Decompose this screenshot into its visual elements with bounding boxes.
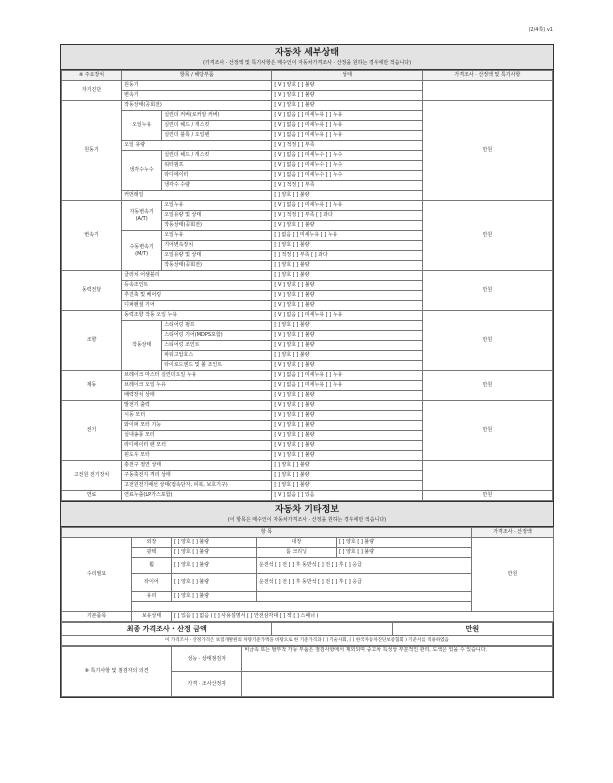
part-state[interactable]: [ V ] 적정 [ ] 부족	[272, 181, 422, 191]
room-cleaning-state[interactable]: [ ] 양호 [ ] 불량	[337, 548, 472, 558]
basic-items-sub: 보유상태	[132, 612, 172, 622]
part-name: 냉각수 수량	[162, 181, 272, 191]
part-name: 발전기 출력	[122, 401, 272, 411]
part-name: 스티어링 조인트	[162, 341, 272, 351]
other-head-item: 항 목	[62, 528, 472, 538]
device-category: 원동기	[62, 101, 122, 201]
detail-section-header	[61, 45, 553, 70]
part-name: 추진축 및 베어링	[122, 291, 272, 301]
part-state[interactable]: [ V ] 양호 [ ] 불량	[272, 301, 422, 311]
part-name: 실린더 헤드 / 개스킷	[162, 121, 272, 131]
tire-state[interactable]: [ ] 양호 [ ] 불량	[172, 574, 257, 592]
opinion-label: ⑧ 특기사항 및 점검자의 의견	[62, 647, 172, 697]
tire-label: 타이어	[132, 574, 172, 592]
part-name: 디퍼렌셜 기어	[122, 301, 272, 311]
other-table	[61, 527, 554, 622]
final-table	[61, 622, 553, 646]
final-note: 이 가격조사 · 산정가격은 보험개발원의 차량기준가액을 바탕으로 한 기준가격과 [ ] 기술사회, [ ] 한국자동차진단보증협회 ) 기준서를 적용하였음	[62, 636, 553, 646]
opinion-table	[61, 646, 553, 697]
part-state[interactable]: [ V ] 양호 [ ] 불량	[272, 391, 422, 401]
wheel-state[interactable]: [ ] 양호 [ ] 불량	[172, 558, 257, 574]
part-name: 브레이크 오일 누유	[122, 381, 272, 391]
part-state[interactable]: [ ] 양호 [ ] 불량	[272, 351, 422, 361]
repair-needed-label: 수리필요	[62, 538, 132, 612]
part-name: 오일 유량	[122, 141, 272, 151]
sub-category: 수동변속기 (M/T)	[122, 231, 162, 271]
price-cell[interactable]: 만원	[422, 371, 552, 401]
detail-row	[62, 371, 553, 381]
other-title: 자동차 기타정보	[275, 505, 339, 515]
wheel-label: 휠	[132, 558, 172, 574]
spacer-row	[132, 602, 472, 612]
part-state[interactable]: [ V ] 양호 [ ] 불량	[272, 401, 422, 411]
sub-category: 자동변속기 (A/T)	[122, 201, 162, 231]
price-cell[interactable]: 만원	[422, 201, 552, 271]
part-name: 연료누출(LP가스포함)	[122, 491, 272, 501]
part-name: 작동상태(공회전)	[162, 221, 272, 231]
sub-category: 냉각수누수	[122, 151, 162, 191]
part-state[interactable]: [ ] 양호 [ ] 불량	[272, 271, 422, 281]
price-cell[interactable]: 만원	[422, 401, 552, 461]
detail-row	[62, 401, 553, 411]
part-state[interactable]: [ V ] 양호 [ ] 불량	[272, 101, 422, 111]
part-state[interactable]: [ ] 없음 [ ] 미세누유 [ ] 누유	[272, 231, 422, 241]
header-item: 항목 / 해당부품	[122, 71, 272, 81]
inspector-opinion[interactable]: 비금속 또는 탈부착 가능 부품은 점검사항에서 제외되며 중고차 특성상 부분적인 관리, 도색은 있을 수 있습니다.	[242, 647, 553, 672]
part-state[interactable]: [ ] 적정 [ ] 부족 [ ] 과다	[272, 251, 422, 261]
final-amount-boxes[interactable]	[272, 623, 392, 636]
part-state[interactable]: [ V ] 양호 [ ] 불량	[272, 361, 422, 371]
part-name: 고전원전기배선 상태(접속단자, 피복, 보호기구)	[122, 481, 272, 491]
room-cleaning-label: 룸 크리닝	[257, 548, 337, 558]
part-name: 파워고압호스	[162, 351, 272, 361]
part-name: 클러치 어셈블리	[122, 271, 272, 281]
detail-row	[62, 81, 553, 91]
part-name: 오일누유	[162, 201, 272, 211]
exterior-label: 외장	[132, 538, 172, 548]
detail-table	[61, 70, 553, 501]
other-subtitle: (이 항목은 매수인이 자동차가격조사 · 산정을 원하는 경우에만 적습니다)	[227, 517, 387, 523]
price-cell[interactable]: 만원	[422, 491, 552, 501]
part-name: 동력조향 작동 오일 누유	[122, 311, 272, 321]
part-state[interactable]: [ ] 양호 [ ] 불량	[272, 261, 422, 271]
part-name: 윈도우 모터	[122, 451, 272, 461]
part-name: 기어변속장치	[162, 241, 272, 251]
header-price: 가격조사 · 산정액 및 특기사항	[422, 71, 552, 81]
detail-row	[62, 271, 553, 281]
gloss-label: 광택	[132, 548, 172, 558]
other-amount: 만원	[472, 538, 554, 612]
page-number: (2/4쪽) v1	[528, 27, 553, 33]
part-name: 라디에이터	[162, 171, 272, 181]
part-state[interactable]: [ V ] 양호 [ ] 불량	[272, 281, 422, 291]
part-name: 실린더 헤드 / 개스킷	[162, 151, 272, 161]
device-category: 동력전달	[62, 271, 122, 311]
glass-blank	[257, 592, 472, 602]
part-name: 시동 모터	[122, 411, 272, 421]
price-cell[interactable]: 만원	[422, 311, 552, 371]
part-state[interactable]: [ V ] 양호 [ ] 불량	[272, 411, 422, 421]
part-name: 브레이크 마스터 실린더오일 누유	[122, 371, 272, 381]
device-category: 변속기	[62, 201, 122, 271]
part-state[interactable]: [ ] 양호 [ ] 불량	[272, 321, 422, 331]
part-state[interactable]: [ ] 양호 [ ] 불량	[272, 241, 422, 251]
detail-row	[62, 311, 553, 321]
part-state[interactable]: [ V ] 없음 [ ] 미세누유 [ ] 누유	[272, 121, 422, 131]
other-section-header	[61, 501, 553, 527]
detail-row	[62, 201, 553, 211]
sub-category: 오일누유	[122, 111, 162, 141]
part-state[interactable]: [ V ] 없음 [ ] 미세누수 [ ] 누수	[272, 171, 422, 181]
part-name: 작동상태(공회전)	[162, 261, 272, 271]
part-state[interactable]: [ V ] 양호 [ ] 불량	[272, 341, 422, 351]
part-state[interactable]: [ V ] 없음 [ ] 미세누수 [ ] 누수	[272, 151, 422, 161]
part-state[interactable]: [ V ] 없음 [ ] 미세누유 [ ] 누유	[272, 311, 422, 321]
wheel-detail[interactable]: 운전석 [ ] 전 [ ] 후 동반석 [ ] 전 [ ] 후 [ ] 응급	[257, 558, 472, 574]
glass-label: 유리	[132, 592, 172, 602]
part-name: 충전구 절연 상태	[122, 461, 272, 471]
part-state[interactable]: [ V ] 없음 [ ] 미세누유 [ ] 누유	[272, 371, 422, 381]
part-name: 원동기	[122, 81, 272, 91]
part-name: 라디에이터 팬 모터	[122, 441, 272, 451]
part-name: 타이로드엔드 및 볼 조인트	[162, 361, 272, 371]
basic-items-label: 기본품목	[62, 612, 132, 622]
interior-label: 내장	[257, 538, 337, 548]
detail-rows	[62, 81, 553, 501]
part-name: 스티어링 펌프	[162, 321, 272, 331]
part-name: 구동축전지 격리 상태	[122, 471, 272, 481]
sub-category: 작동상태	[122, 321, 162, 371]
part-state[interactable]: [ V ] 양호 [ ] 불량	[272, 451, 422, 461]
part-state[interactable]: [ ] 양호 [ ] 불량	[272, 471, 422, 481]
part-name: 변속기	[122, 91, 272, 101]
device-category: 조향	[62, 311, 122, 371]
final-label: 최종 가격조사 · 산정 금액	[62, 623, 272, 636]
part-name: 실린더 커버(로커암 커버)	[162, 111, 272, 121]
part-name: 등속조인트	[122, 281, 272, 291]
part-state[interactable]: [ V ] 양호 [ ] 불량	[272, 441, 422, 451]
device-category: 제동	[62, 371, 122, 401]
part-state[interactable]: [ V ] 없음 [ ] 미세누유 [ ] 누유	[272, 131, 422, 141]
part-state[interactable]: [ V ] 양호 [ ] 불량	[272, 221, 422, 231]
part-name: 실린더 블록 / 오일팬	[162, 131, 272, 141]
price-cell[interactable]: 만원	[422, 101, 552, 201]
part-state[interactable]: [ V ] 양호 [ ] 불량	[272, 421, 422, 431]
gloss-state[interactable]: [ ] 양호 [ ] 불량	[172, 548, 257, 558]
tire-detail[interactable]: 운전석 [ ] 전 [ ] 후 동반석 [ ] 전 [ ] 후 [ ] 응급	[257, 574, 472, 592]
device-category: 연료	[62, 491, 122, 501]
part-name: 배력장치 상태	[122, 391, 272, 401]
part-name: 오일유량 및 상태	[162, 211, 272, 221]
part-state[interactable]: [ ] 양호 [ ] 불량	[272, 481, 422, 491]
inspector-label: 성능 · 상태점검자	[172, 647, 242, 672]
part-state[interactable]: [ V ] 양호 [ ] 불량	[272, 81, 422, 91]
basic-items-state[interactable]: [ ] 있음 [ ] 없음 ( [ ] 사용설명서 [ ] 안전삼각대 [ ] 잭 [ ] 스패너 )	[172, 612, 554, 622]
detail-row	[62, 101, 553, 111]
part-state[interactable]: [ V ] 없음 [ ] 미세누유 [ ] 누유	[272, 201, 422, 211]
part-state[interactable]: [ ] 양호 [ ] 불량	[272, 461, 422, 471]
part-name: 실내송풍 모터	[122, 431, 272, 441]
part-name: 와이퍼 모터 기능	[122, 421, 272, 431]
price-cell[interactable]: 만원	[422, 271, 552, 311]
part-state[interactable]: [ V ] 양호 [ ] 불량	[272, 331, 422, 341]
header-main-device: ※ 주요장치	[62, 71, 122, 81]
inspection-form	[60, 44, 554, 698]
part-name: 스티어링 기어(MDPS포함)	[162, 331, 272, 341]
device-category: 고전원 전기장치	[62, 461, 122, 491]
detail-title: 자동차 세부상태	[275, 48, 339, 58]
part-state[interactable]: [ V ] 양호 [ ] 불량	[272, 91, 422, 101]
appraiser-label: 가격 · 조사산정자	[172, 672, 242, 697]
device-category: 자기진단	[62, 81, 122, 101]
part-state[interactable]: [ V ] 적정 [ ] 부족	[272, 141, 422, 151]
device-category: 전기	[62, 401, 122, 461]
detail-row	[62, 491, 553, 501]
part-name: 오일누유	[162, 231, 272, 241]
part-state[interactable]: [ V ] 없음 [ ] 있음	[272, 491, 422, 501]
part-state[interactable]: [ V ] 적정 [ ] 부족 [ ] 과다	[272, 211, 422, 221]
part-name: 커먼레일	[122, 191, 272, 201]
part-name: 작동상태(공회전)	[122, 101, 272, 111]
header-state: 상태	[272, 71, 422, 81]
price-cell[interactable]	[422, 81, 552, 101]
part-state[interactable]: [ V ] 양호 [ ] 불량	[272, 431, 422, 441]
part-state[interactable]: [ ] 양호 [ ] 불량	[272, 191, 422, 201]
final-unit: 만원	[392, 623, 552, 636]
part-state[interactable]: [ V ] 양호 [ ] 불량	[272, 291, 422, 301]
part-state[interactable]: [ V ] 없음 [ ] 미세누수 [ ] 누수	[272, 161, 422, 171]
price-cell[interactable]	[422, 461, 552, 491]
part-name: 오일유량 및 상태	[162, 251, 272, 261]
detail-row	[62, 461, 553, 471]
part-state[interactable]: [ V ] 없음 [ ] 미세누유 [ ] 누유	[272, 381, 422, 391]
interior-state[interactable]: [ ] 양호 [ ] 불량	[337, 538, 472, 548]
other-head-price: 가격조사 · 산정액	[472, 528, 554, 538]
detail-subtitle: (가격조사 · 산정액 및 특기사항은 매수인이 자동차가격조사 · 산정을 원하는 경우에만 적습니다)	[202, 60, 412, 66]
appraiser-opinion[interactable]	[242, 672, 553, 697]
exterior-state[interactable]: [ ] 양호 [ ] 불량	[172, 538, 257, 548]
glass-state[interactable]: [ ] 양호 [ ] 불량	[172, 592, 257, 602]
part-name: 워터펌프	[162, 161, 272, 171]
part-state[interactable]: [ V ] 없음 [ ] 미세누유 [ ] 누유	[272, 111, 422, 121]
